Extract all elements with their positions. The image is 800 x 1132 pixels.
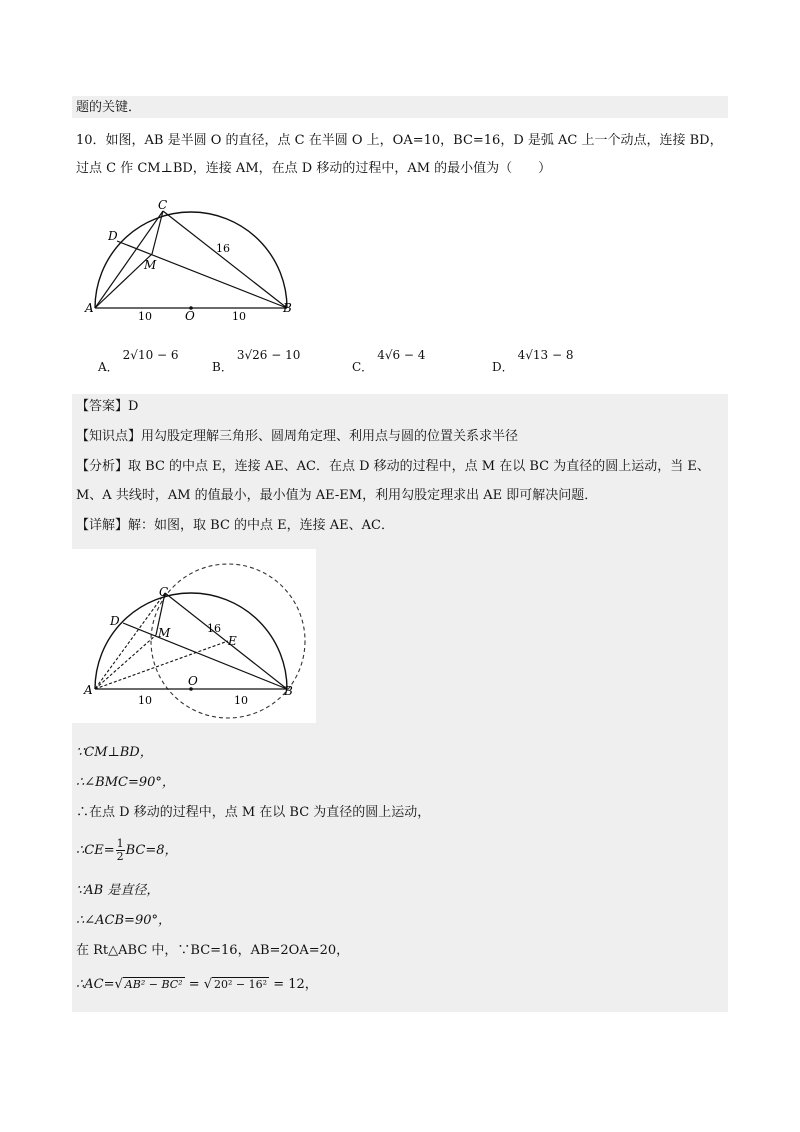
step-4-post: BC=8， — [125, 843, 178, 858]
step-1: ∵CM⊥BD， — [76, 745, 153, 760]
fig1-length-ob: 10 — [232, 310, 246, 323]
step-5: ∵AB 是直径， — [76, 883, 160, 898]
option-d-label: D． — [492, 360, 514, 374]
fig1-semicircle — [95, 212, 287, 308]
option-a[interactable] — [98, 348, 179, 375]
analysis-line-2: M、A 共线时，AM 的值最小，最小值为 AE-EM，利用勾股定理求出 AE 即可解决问题． — [76, 488, 598, 503]
analysis-line-1 — [76, 458, 710, 476]
answer-value: D — [128, 399, 139, 414]
top-band — [72, 96, 728, 118]
sqrt-radicand-2: 20² − 16² — [214, 978, 268, 991]
analysis-tag: 【分析】 — [76, 459, 129, 474]
sqrt-sign-1: √ — [114, 977, 123, 992]
step-8 — [76, 976, 318, 994]
fig1-line-cb — [163, 211, 287, 308]
option-a-math: 2√10 − 6 — [122, 348, 179, 362]
detail-tag: 【详解】 — [76, 518, 129, 533]
fig1-label-a: A — [85, 301, 94, 315]
step-3: ∴在点 D 移动的过程中，点 M 在以 BC 为直径的圆上运动， — [76, 805, 431, 820]
fig2-label-o: O — [188, 674, 198, 688]
fig2-label-a: A — [84, 683, 93, 697]
fig2-label-m: M — [158, 626, 171, 640]
sqrt-sign-2: √ — [203, 977, 213, 992]
fig1-label-d: D — [108, 229, 118, 243]
fig2-line-db — [123, 623, 287, 689]
step-4-pre: ∴CE= — [76, 843, 115, 858]
step-8-result: = 12， — [269, 977, 318, 992]
option-d-math: 4√13 − 8 — [517, 348, 574, 362]
option-d[interactable] — [492, 348, 574, 375]
option-c[interactable] — [352, 348, 426, 375]
option-c-label: C． — [352, 360, 374, 374]
step-4 — [76, 838, 178, 863]
detail-line — [76, 517, 394, 535]
step-6: ∴∠ACB=90°， — [76, 913, 171, 928]
fig1-length-bc: 16 — [216, 242, 230, 255]
question-line-2: 过点 C 作 CM⊥BD，连接 AM，在点 D 移动的过程中，AM 的最小值为（ ） — [76, 161, 552, 176]
figure-2 — [72, 549, 316, 723]
fig1-label-o: O — [185, 309, 195, 323]
fig1-label-c: C — [158, 198, 168, 212]
fig1-label-m: M — [144, 258, 157, 272]
fraction-half — [116, 838, 125, 863]
fig2-length-bc: 16 — [207, 622, 221, 635]
option-c-math: 4√6 − 4 — [377, 348, 426, 362]
fig2-length-ao: 10 — [138, 694, 152, 707]
option-b-math: 3√26 − 10 — [236, 348, 301, 362]
fig2-line-ae — [95, 641, 228, 689]
step-2: ∴∠BMC=90°， — [76, 775, 175, 790]
knowledge-tag: 【知识点】 — [76, 429, 142, 444]
option-b-label: B． — [212, 360, 233, 374]
fraction-num: 1 — [116, 837, 124, 850]
fig2-label-b: B — [284, 684, 293, 698]
detail-text: 解：如图，取 BC 的中点 E，连接 AE、AC． — [128, 518, 394, 533]
answer-line — [76, 398, 138, 416]
fig2-label-e: E — [228, 634, 237, 648]
fig2-length-ob: 10 — [234, 694, 248, 707]
fig1-length-ao: 10 — [138, 310, 152, 323]
figure-1 — [80, 196, 302, 326]
option-b[interactable] — [212, 348, 301, 375]
analysis-text-1: 取 BC 的中点 E，连接 AE、AC．在点 D 移动的过程中，点 M 在以 BC 为直径的圆上运动，当 E、 — [128, 459, 710, 474]
fig1-line-db — [117, 241, 287, 308]
knowledge-text: 用勾股定理解三角形、圆周角定理、利用点与圆的位置关系求半径 — [141, 429, 519, 444]
fig2-line-am — [95, 635, 156, 689]
fraction-den: 2 — [116, 850, 124, 863]
fig2-line-cb — [165, 593, 287, 689]
top-line: 题的关键． — [76, 100, 142, 115]
sqrt-radicand-1: AB² − BC² — [124, 978, 183, 991]
fig2-line-ca — [95, 593, 165, 689]
option-a-label: A． — [98, 360, 119, 374]
fig1-label-b: B — [283, 301, 292, 315]
question-text-1: 如图，AB 是半圆 O 的直径，点 C 在半圆 O 上，OA=10，BC=16，D 是弧 AC 上一个动点，连接 BD， — [105, 133, 723, 148]
step-7: 在 Rt△ABC 中，∵BC=16，AB=2OA=20， — [76, 943, 350, 958]
answer-tag: 【答案】 — [76, 399, 129, 414]
question-number: 10． — [76, 133, 106, 148]
step-8-eq: = — [184, 977, 204, 992]
knowledge-line — [76, 428, 518, 446]
step-8-pre: ∴AC= — [76, 977, 115, 992]
fig2-label-d: D — [110, 614, 120, 628]
fig2-label-c: C — [159, 585, 169, 599]
question-line-1 — [76, 132, 723, 150]
